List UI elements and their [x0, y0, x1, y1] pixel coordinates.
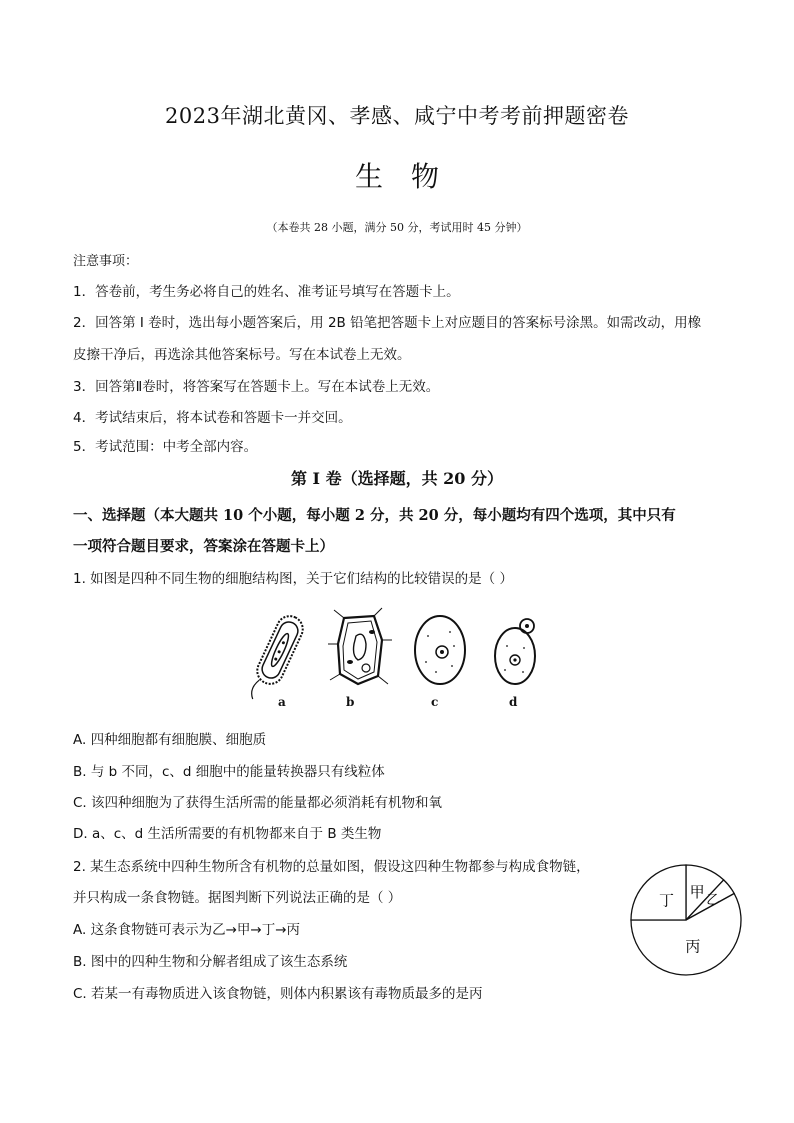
notice-heading: 注意事项： [73, 254, 139, 269]
section-instruction: 一项符合题目要求，答案涂在答题卡上） [73, 538, 334, 555]
section-instruction: 一、选择题（本大题共 10 个小题，每小题 2 分，共 20 分，每小题均有四个选项，其中只有 [73, 507, 676, 524]
figure-label-c: c [431, 695, 439, 709]
pie-label-乙: 乙 [706, 893, 720, 909]
q1-option-d: D. a、c、d 生活所需要的有机物都来自于 B 类生物 [73, 826, 382, 842]
q2-option-c: C. 若某一有毒物质进入该食物链，则体内积累该有毒物质最多的是丙 [73, 986, 483, 1002]
pie-label-丙: 丙 [685, 937, 701, 956]
cell-c-figure [415, 616, 465, 684]
figure-label-d: d [509, 695, 518, 709]
notice-item: 2．回答第 I 卷时，选出每小题答案后，用 2B 铅笔把答题卡上对应题目的答案标号涂黑。如需改动，用橡 [73, 315, 702, 331]
cell-b-figure [328, 608, 392, 684]
section-title: 第 I 卷（选择题，共 20 分） [290, 469, 504, 488]
figure-label-a: a [278, 695, 286, 709]
q1-stem: 1. 如图是四种不同生物的细胞结构图，关于它们结构的比较错误的是（ ） [73, 571, 513, 587]
notice-item: 5．考试范围：中考全部内容。 [73, 439, 258, 455]
notice-item: 1．答卷前，考生务必将自己的姓名、准考证号填写在答题卡上。 [73, 284, 460, 300]
cell-figures [250, 600, 550, 710]
q2-option-b: B. 图中的四种生物和分解者组成了该生态系统 [73, 954, 348, 970]
q2-stem: 2. 某生态系统中四种生物所含有机物的总量如图，假设这四种生物都参与构成食物链， [73, 859, 590, 875]
figure-label-b: b [346, 695, 355, 709]
q1-option-b: B. 与 b 不同，c、d 细胞中的能量转换器只有线粒体 [73, 764, 385, 780]
exam-title: 2023年湖北黄冈、孝感、咸宁中考考前押题密卷 [165, 104, 629, 128]
subject-title: 生物 [354, 160, 467, 193]
q1-option-a: A. 四种细胞都有细胞膜、细胞质 [73, 732, 267, 748]
biomass-pie-chart [624, 858, 748, 982]
pie-label-丁: 丁 [659, 891, 675, 910]
notice-item: 皮擦干净后，再选涂其他答案标号。写在本试卷上无效。 [73, 347, 411, 363]
q2-option-a: A. 这条食物链可表示为乙→甲→丁→丙 [73, 922, 301, 938]
cell-a-figure [250, 612, 307, 706]
exam-meta: （本卷共 28 小题，满分 50 分，考试用时 45 分钟） [266, 221, 528, 234]
cell-d-figure [495, 619, 535, 684]
pie-label-甲: 甲 [689, 882, 705, 901]
q1-option-c: C. 该四种细胞为了获得生活所需的能量都必须消耗有机物和氧 [73, 795, 443, 811]
notice-item: 4．考试结束后，将本试卷和答题卡一并交回。 [73, 410, 352, 426]
notice-item: 3．回答第Ⅱ卷时，将答案写在答题卡上。写在本试卷上无效。 [73, 379, 440, 395]
q2-stem: 并只构成一条食物链。据图判断下列说法正确的是（ ） [73, 890, 402, 906]
